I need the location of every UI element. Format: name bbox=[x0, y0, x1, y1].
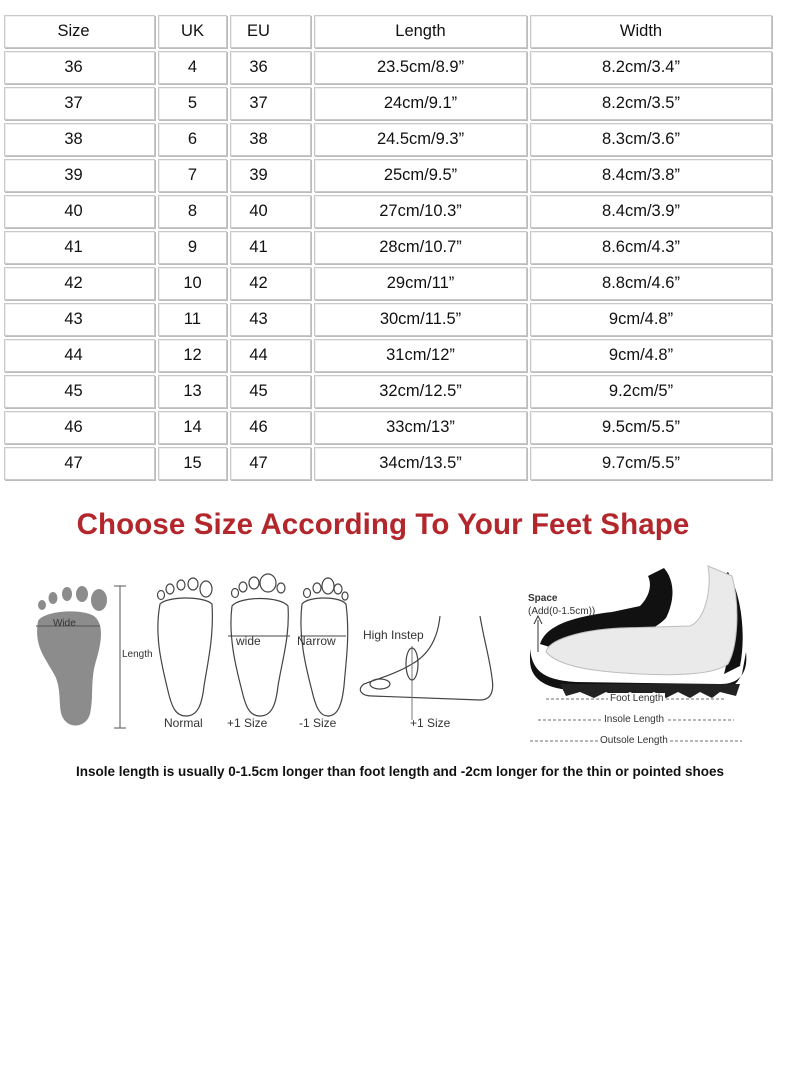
headline: Choose Size According To Your Feet Shape bbox=[76, 508, 690, 541]
cell-size: 37 bbox=[4, 87, 155, 120]
cell-size: 42 bbox=[4, 267, 155, 300]
table-row bbox=[4, 375, 786, 411]
header-width: Width bbox=[530, 15, 772, 48]
cell-length: 24cm/9.1” bbox=[314, 87, 527, 120]
cell-size: 47 bbox=[4, 447, 155, 480]
cell-eu: 44 bbox=[230, 339, 311, 372]
cell-uk: 14 bbox=[158, 411, 227, 444]
cell-uk: 9 bbox=[158, 231, 227, 264]
cell-size: 41 bbox=[4, 231, 155, 264]
cell-uk: 12 bbox=[158, 339, 227, 372]
narrow-foot-width-label: Narrow bbox=[297, 634, 336, 648]
foot-length-label: Foot Length bbox=[610, 693, 664, 704]
cell-size: 40 bbox=[4, 195, 155, 228]
cell-eu: 39 bbox=[230, 159, 311, 192]
cell-eu: 47 bbox=[230, 447, 311, 480]
cell-length: 34cm/13.5” bbox=[314, 447, 527, 480]
cell-size: 43 bbox=[4, 303, 155, 336]
cell-width: 8.4cm/3.9” bbox=[530, 195, 772, 228]
cell-size: 46 bbox=[4, 411, 155, 444]
header-uk: UK bbox=[158, 15, 227, 48]
cell-size: 39 bbox=[4, 159, 155, 192]
table-row bbox=[4, 411, 786, 447]
cell-length: 32cm/12.5” bbox=[314, 375, 527, 408]
cell-width: 9.7cm/5.5” bbox=[530, 447, 772, 480]
cell-uk: 5 bbox=[158, 87, 227, 120]
footprint-length-label: Length bbox=[122, 649, 153, 660]
table-row bbox=[4, 267, 786, 303]
cell-width: 9.5cm/5.5” bbox=[530, 411, 772, 444]
cell-size: 44 bbox=[4, 339, 155, 372]
cell-length: 27cm/10.3” bbox=[314, 195, 527, 228]
cell-eu: 36 bbox=[230, 51, 311, 84]
cell-eu: 38 bbox=[230, 123, 311, 156]
size-table bbox=[4, 15, 786, 483]
cell-eu: 42 bbox=[230, 267, 311, 300]
cell-width: 9cm/4.8” bbox=[530, 303, 772, 336]
normal-foot-label: Normal bbox=[164, 716, 203, 730]
cell-width: 8.8cm/4.6” bbox=[530, 267, 772, 300]
cell-eu: 37 bbox=[230, 87, 311, 120]
foot-shape-illustrations bbox=[0, 556, 800, 756]
cell-width: 8.4cm/3.8” bbox=[530, 159, 772, 192]
cell-width: 8.6cm/4.3” bbox=[530, 231, 772, 264]
cell-length: 25cm/9.5” bbox=[314, 159, 527, 192]
table-body bbox=[4, 51, 786, 483]
normal-foot-icon bbox=[158, 578, 213, 716]
cell-width: 9cm/4.8” bbox=[530, 339, 772, 372]
narrow-foot-size-label: -1 Size bbox=[299, 716, 337, 730]
high-instep-label: High Instep bbox=[363, 628, 424, 642]
cell-uk: 13 bbox=[158, 375, 227, 408]
cell-width: 9.2cm/5” bbox=[530, 375, 772, 408]
cell-size: 45 bbox=[4, 375, 155, 408]
cell-size: 38 bbox=[4, 123, 155, 156]
wide-foot-width-label: wide bbox=[236, 634, 261, 648]
outsole-length-label: Outsole Length bbox=[600, 735, 668, 746]
cell-uk: 8 bbox=[158, 195, 227, 228]
table-row bbox=[4, 303, 786, 339]
table-row bbox=[4, 159, 786, 195]
table-row bbox=[4, 231, 786, 267]
table-row bbox=[4, 87, 786, 123]
cell-width: 8.3cm/3.6” bbox=[530, 123, 772, 156]
space-sub-label: (Add(0-1.5cm)) bbox=[528, 606, 596, 617]
cell-length: 24.5cm/9.3” bbox=[314, 123, 527, 156]
footprint-width-label: Wide bbox=[53, 618, 76, 629]
cell-length: 33cm/13” bbox=[314, 411, 527, 444]
cell-eu: 45 bbox=[230, 375, 311, 408]
high-instep-size-label: +1 Size bbox=[410, 716, 451, 730]
insole-note: Insole length is usually 0-1.5cm longer than foot length and -2cm longer for the thin or pointed shoes bbox=[75, 764, 725, 779]
cell-width: 8.2cm/3.4” bbox=[530, 51, 772, 84]
cell-eu: 43 bbox=[230, 303, 311, 336]
cell-uk: 7 bbox=[158, 159, 227, 192]
cell-eu: 40 bbox=[230, 195, 311, 228]
cell-size: 36 bbox=[4, 51, 155, 84]
table-header-row bbox=[4, 15, 786, 51]
header-size: Size bbox=[4, 15, 155, 48]
cell-length: 30cm/11.5” bbox=[314, 303, 527, 336]
insole-length-label: Insole Length bbox=[604, 714, 665, 725]
cell-eu: 41 bbox=[230, 231, 311, 264]
cell-length: 28cm/10.7” bbox=[314, 231, 527, 264]
table-row bbox=[4, 339, 786, 375]
table-row bbox=[4, 123, 786, 159]
cell-width: 8.2cm/3.5” bbox=[530, 87, 772, 120]
table-row bbox=[4, 51, 786, 87]
cell-length: 23.5cm/8.9” bbox=[314, 51, 527, 84]
table-row bbox=[4, 447, 786, 483]
cell-uk: 15 bbox=[158, 447, 227, 480]
header-length: Length bbox=[314, 15, 527, 48]
cell-uk: 11 bbox=[158, 303, 227, 336]
cell-uk: 4 bbox=[158, 51, 227, 84]
cell-uk: 10 bbox=[158, 267, 227, 300]
footprint-icon bbox=[37, 586, 107, 726]
cell-length: 29cm/11” bbox=[314, 267, 527, 300]
table-row bbox=[4, 195, 786, 231]
cell-eu: 46 bbox=[230, 411, 311, 444]
header-eu: EU bbox=[230, 15, 311, 48]
wide-foot-size-label: +1 Size bbox=[227, 716, 268, 730]
cell-length: 31cm/12” bbox=[314, 339, 527, 372]
space-label: Space bbox=[528, 593, 558, 604]
cell-uk: 6 bbox=[158, 123, 227, 156]
